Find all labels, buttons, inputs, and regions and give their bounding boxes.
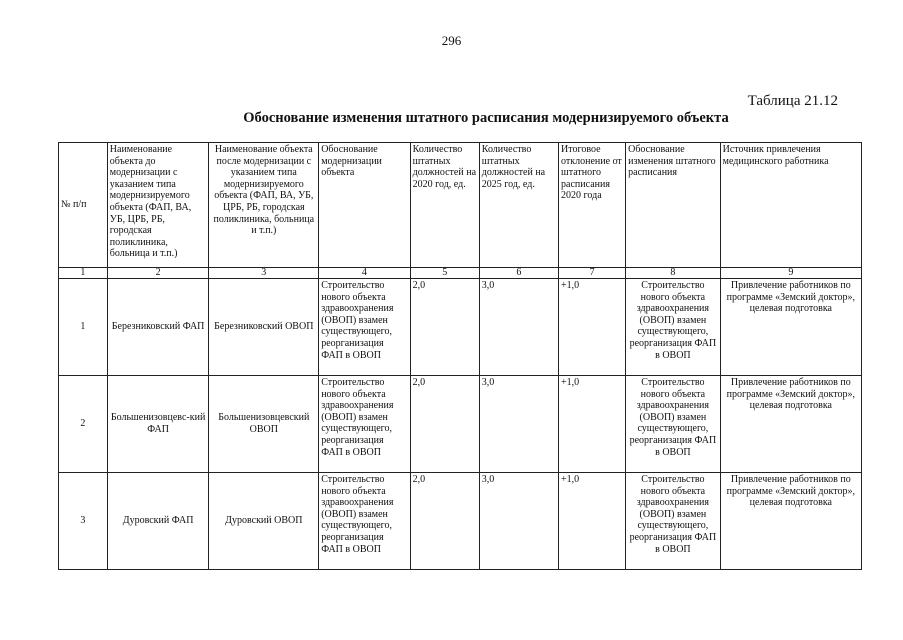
object-before: Березниковский ФАП [107,279,209,376]
column-header-number: № п/п [59,143,108,268]
staff-2020: 2,0 [410,279,479,376]
column-header-justification: Обоснование модернизации объекта [319,143,410,268]
column-number: 3 [209,268,319,279]
table-row [59,473,862,570]
object-after: Большенизовцевский ОВОП [209,376,319,473]
column-number: 8 [626,268,721,279]
object-before: Большенизовцевс-кий ФАП [107,376,209,473]
staff-2025: 3,0 [479,376,558,473]
staff-2020: 2,0 [410,473,479,570]
column-header-staff-change-reason: Обоснование изменения штатного расписания [626,143,721,268]
table-row [59,279,862,376]
staff-source: Привлечение работников по программе «Земский доктор», целевая подготовка [720,279,861,376]
column-number: 7 [559,268,626,279]
object-after: Березниковский ОВОП [209,279,319,376]
staff-source: Привлечение работников по программе «Земский доктор», целевая подготовка [720,376,861,473]
header-row [59,143,862,268]
row-number: 2 [59,376,108,473]
column-number: 1 [59,268,108,279]
column-number: 5 [410,268,479,279]
column-header-staff-2020: Количество штатных должностей на 2020 год, ед. [410,143,479,268]
column-header-deviation: Итоговое отклонение от штатного расписания 2020 года [559,143,626,268]
justification: Строительство нового объекта здравоохранения (ОВОП) взамен существующего, реорганизация ФАП в ОВОП [319,279,410,376]
column-header-object-before: Наименование объекта до модернизации с указанием типа модернизируемого объекта (ФАП, ВА, УБ, ЦРБ, РБ, городская поликлиника, больница и т.п.) [107,143,209,268]
column-numbers-row [59,268,862,279]
justification: Строительство нового объекта здравоохранения (ОВОП) взамен существующего, реорганизация ФАП в ОВОП [319,376,410,473]
document-title: Обоснование изменения штатного расписания модернизируемого объекта [243,110,729,126]
column-header-object-after: Наименование объекта после модернизации с указанием типа модернизируемого объекта (ФАП, ВА, УБ, ЦРБ, РБ, городская поликлиника, больница и т.п.) [209,143,319,268]
page-number: 296 [441,33,462,48]
staff-2020: 2,0 [410,376,479,473]
column-number: 6 [479,268,558,279]
staff-source: Привлечение работников по программе «Земский доктор», целевая подготовка [720,473,861,570]
staffing-table [58,142,862,570]
staff-change-reason: Строительство нового объекта здравоохранения (ОВОП) взамен существующего, реорганизация ФАП в ОВОП [626,473,721,570]
staff-2025: 3,0 [479,473,558,570]
table-row [59,376,862,473]
object-after: Дуровский ОВОП [209,473,319,570]
justification: Строительство нового объекта здравоохранения (ОВОП) взамен существующего, реорганизация ФАП в ОВОП [319,473,410,570]
deviation: +1,0 [559,473,626,570]
staff-change-reason: Строительство нового объекта здравоохранения (ОВОП) взамен существующего, реорганизация ФАП в ОВОП [626,279,721,376]
column-header-staff-2025: Количество штатных должностей на 2025 год, ед. [479,143,558,268]
object-before: Дуровский ФАП [107,473,209,570]
staff-2025: 3,0 [479,279,558,376]
column-number: 4 [319,268,410,279]
column-number: 2 [107,268,209,279]
deviation: +1,0 [559,279,626,376]
row-number: 3 [59,473,108,570]
table-label: Таблица 21.12 [747,93,838,109]
column-header-source: Источник привлечения медицинского работника [720,143,861,268]
column-number: 9 [720,268,861,279]
row-number: 1 [59,279,108,376]
deviation: +1,0 [559,376,626,473]
staff-change-reason: Строительство нового объекта здравоохранения (ОВОП) взамен существующего, реорганизация ФАП в ОВОП [626,376,721,473]
